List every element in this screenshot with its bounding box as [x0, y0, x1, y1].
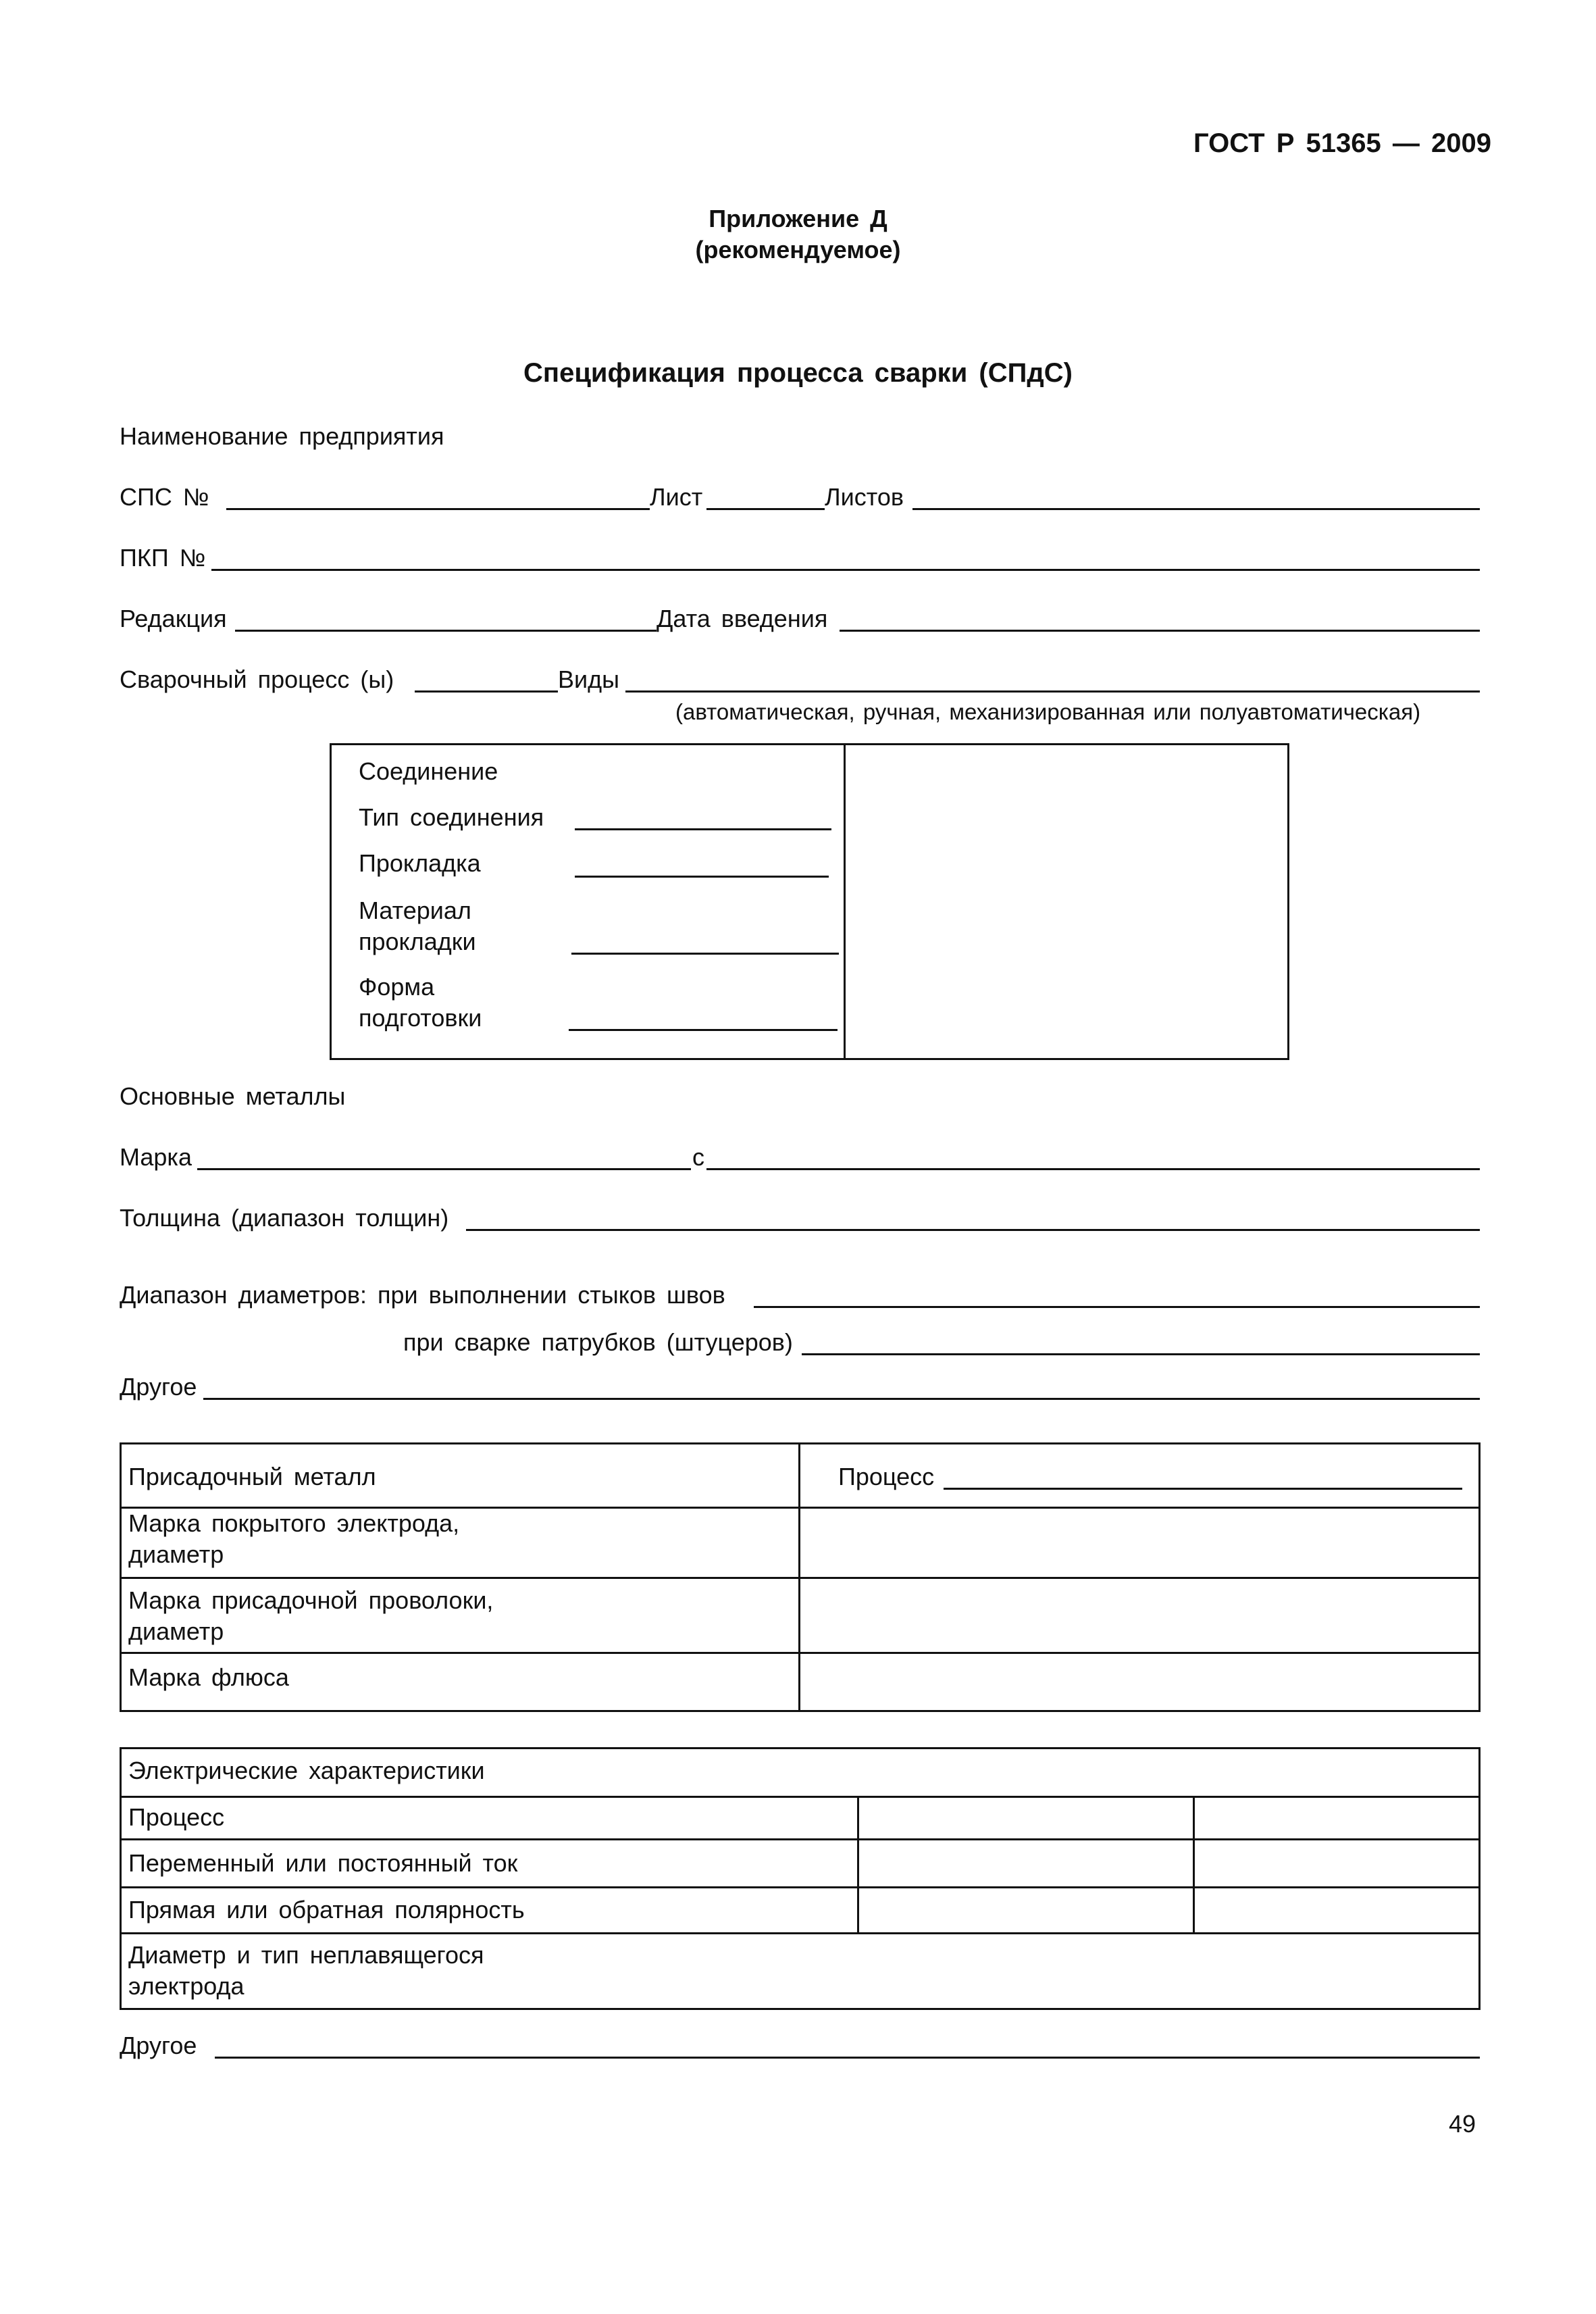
filler-row-line-2 — [120, 1577, 1481, 1579]
backing-field[interactable] — [575, 876, 829, 878]
grade-label: Марка — [120, 1143, 192, 1171]
types-label: Виды — [558, 665, 620, 693]
filler-row-line-1 — [120, 1507, 1481, 1509]
intro-date-field[interactable] — [840, 630, 1480, 632]
current-label: Переменный или постоянный ток — [128, 1849, 518, 1877]
intro-date-label: Дата введения — [657, 605, 828, 632]
wire-label-1: Марка присадочной проволоки, — [128, 1586, 494, 1614]
sheets-field[interactable] — [912, 508, 1480, 510]
tungsten-label-2: электрода — [128, 1972, 244, 2000]
page-title: Спецификация процесса сварки (СПдС) — [523, 358, 1073, 388]
nozzles-label: при сварке патрубков (штуцеров) — [403, 1328, 793, 1356]
wire-label-2: диаметр — [128, 1617, 224, 1645]
elec-col-divider-1 — [857, 1796, 859, 1934]
filler-process-field[interactable] — [944, 1488, 1462, 1490]
electrode-label-2: диаметр — [128, 1540, 224, 1568]
tungsten-label-1: Диаметр и тип неплавящегося — [128, 1941, 484, 1969]
appendix-note: (рекомендуемое) — [695, 236, 901, 263]
sheet-label: Лист — [650, 483, 703, 511]
joint-type-label: Тип соединения — [359, 803, 544, 831]
types-hint: (автоматическая, ручная, механизированная или полуавтоматическая) — [675, 699, 1421, 724]
backing-label: Прокладка — [359, 849, 481, 877]
elec-row-line-2 — [120, 1838, 1481, 1840]
with-label: с — [692, 1143, 704, 1171]
thickness-field[interactable] — [466, 1229, 1480, 1231]
sheets-label: Листов — [825, 483, 904, 511]
weld-process-field[interactable] — [415, 690, 558, 693]
page-number: 49 — [1449, 2110, 1476, 2138]
standard-number: ГОСТ Р 51365 — 2009 — [1193, 128, 1491, 158]
pkp-number-field[interactable] — [211, 569, 1480, 571]
elec-row-line-4 — [120, 1932, 1481, 1934]
filler-heading: Присадочный металл — [128, 1463, 376, 1490]
polarity-label: Прямая или обратная полярность — [128, 1896, 525, 1923]
prep-form-label-2: подготовки — [359, 1004, 482, 1032]
elec-row-line-3 — [120, 1886, 1481, 1888]
diam-range-field[interactable] — [754, 1306, 1480, 1308]
backing-material-label-1: Материал — [359, 897, 471, 924]
pkp-number-label: ПКП № — [120, 544, 206, 572]
base-other-field[interactable] — [203, 1398, 1480, 1400]
sps-number-label: СПС № — [120, 483, 209, 511]
base-metals-heading: Основные металлы — [120, 1082, 346, 1110]
footer-other-label: Другое — [120, 2032, 197, 2059]
with-field[interactable] — [706, 1168, 1480, 1170]
elec-col-divider-2 — [1193, 1796, 1195, 1934]
flux-label: Марка флюса — [128, 1663, 289, 1691]
elec-row-line-1 — [120, 1796, 1481, 1798]
electrode-label-1: Марка покрытого электрода, — [128, 1509, 460, 1537]
sheet-field[interactable] — [706, 508, 825, 510]
grade-field[interactable] — [197, 1168, 691, 1170]
electrical-table — [120, 1747, 1481, 2010]
footer-other-field[interactable] — [215, 2057, 1480, 2059]
electrical-heading: Электрические характеристики — [128, 1757, 485, 1784]
diam-range-label: Диапазон диаметров: при выполнении стыков швов — [120, 1281, 725, 1309]
edition-label: Редакция — [120, 605, 227, 632]
weld-process-label: Сварочный процесс (ы) — [120, 665, 394, 693]
joint-heading: Соединение — [359, 757, 498, 785]
appendix-title: Приложение Д — [709, 205, 887, 232]
prep-form-label-1: Форма — [359, 973, 435, 1001]
backing-material-field[interactable] — [571, 953, 839, 955]
elec-process-label: Процесс — [128, 1803, 225, 1831]
filler-row-line-3 — [120, 1652, 1481, 1654]
types-field[interactable] — [625, 690, 1480, 693]
base-other-label: Другое — [120, 1373, 197, 1401]
prep-form-field[interactable] — [569, 1029, 838, 1031]
joint-type-field[interactable] — [575, 828, 831, 830]
nozzles-field[interactable] — [802, 1353, 1480, 1355]
thickness-label: Толщина (диапазон толщин) — [120, 1204, 449, 1232]
filler-process-label: Процесс — [838, 1463, 935, 1490]
joint-divider — [844, 743, 846, 1060]
company-label: Наименование предприятия — [120, 422, 444, 450]
sps-number-field[interactable] — [226, 508, 650, 510]
backing-material-label-2: прокладки — [359, 928, 476, 955]
edition-field[interactable] — [235, 630, 657, 632]
